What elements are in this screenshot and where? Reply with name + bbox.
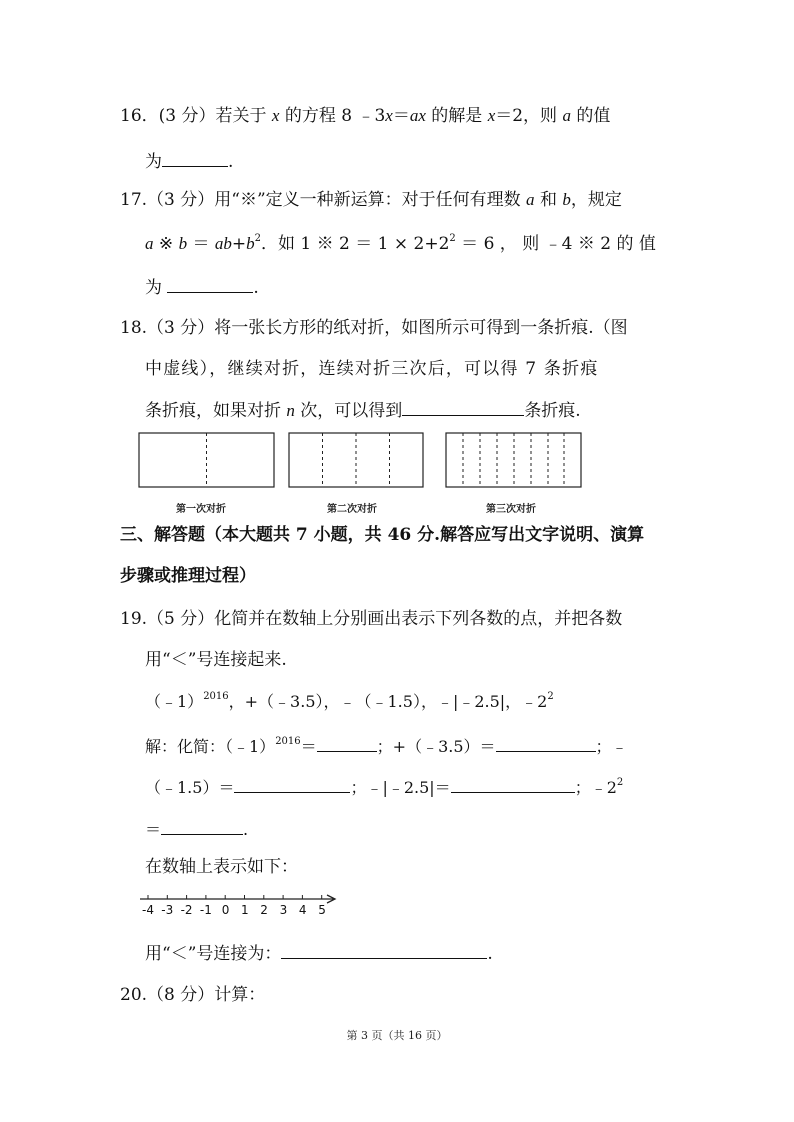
q19-text: . [243, 820, 249, 839]
q17-text: 17.（3 分）用“※”定义一种新运算：对于任何有理数 [120, 190, 527, 210]
q18-text: 次，可以得到 [294, 401, 403, 421]
var-a: a [562, 106, 571, 125]
number-line-label: -1 [199, 903, 212, 917]
q17-text: ．如 1 ※ 2 ＝ 1 × 2+2 [261, 234, 450, 254]
answer-blank-19e[interactable] [161, 816, 243, 835]
q17-text: . [253, 278, 259, 298]
q19-line1: 19.（5 分）化简并在数轴上分别画出表示下列各数的点，并把各数 [120, 609, 623, 629]
exponent: 2 [547, 691, 554, 702]
q19-text: ＝ [300, 737, 317, 756]
answer-blank-18[interactable] [402, 397, 524, 416]
var-b: b [178, 234, 188, 253]
q19-solution-line3 [145, 816, 248, 842]
q19-solution-line2 [145, 774, 623, 800]
q17-text: 和 [534, 190, 563, 210]
q19-solution-line1 [145, 733, 628, 759]
page-footer: 第 3 页（共 16 页） [346, 1029, 448, 1042]
var-ab: ab [214, 234, 232, 253]
q19-text: . [487, 944, 493, 964]
q16-text: 的解是 [425, 106, 488, 126]
q17-line2 [145, 232, 656, 256]
var-a: a [526, 190, 535, 209]
var-b: b [246, 234, 255, 253]
var-x: x [271, 106, 280, 125]
q17-text: ※ [153, 234, 179, 254]
number-line-label: 1 [241, 903, 249, 917]
q19-line2: 用“＜”号连接起来. [145, 650, 287, 670]
q17-line3 [145, 274, 259, 300]
q19-text: ＝ [145, 820, 162, 839]
q19-connect [145, 940, 493, 966]
q19-text: （﹣1.5）＝ [145, 778, 235, 797]
q18-text: 条折痕. [524, 401, 581, 421]
number-line-label: -3 [161, 903, 174, 917]
exponent: 2016 [275, 736, 301, 747]
q19-text: （﹣1） [145, 692, 204, 711]
answer-blank-19f[interactable] [281, 940, 487, 959]
var-ax: ax [409, 106, 426, 125]
q19-axis-intro: 在数轴上表示如下： [145, 857, 298, 877]
answer-blank-16[interactable] [162, 148, 228, 167]
answer-blank-17[interactable] [167, 274, 253, 293]
q16-text: 的方程 8 ﹣3 [279, 106, 386, 126]
fig-label-2: 第二次对折 [327, 504, 377, 515]
q17-text: ＝ 6 ， 则 ﹣4 ※ 2 的 值 [455, 234, 656, 254]
q19-text: ；﹣ [595, 737, 628, 756]
section-heading-cont: 步骤或推理过程） [120, 566, 256, 586]
number-line-label: -4 [142, 903, 154, 917]
folding-figure [138, 432, 583, 490]
number-line-label: 0 [221, 903, 230, 917]
answer-blank-19d[interactable] [451, 774, 575, 793]
q16-line2 [145, 148, 233, 174]
q19-text: ；﹣2 [574, 778, 617, 797]
q18-text: 条折痕，如果对折 [145, 401, 287, 421]
fig-label-3: 第三次对折 [486, 504, 536, 515]
section-heading: 三、解答题（本大题共 7 小题，共 46 分.解答应写出文字说明、演算 [120, 525, 645, 545]
number-line-label: -2 [180, 903, 193, 917]
fig-label-1: 第一次对折 [176, 504, 226, 515]
exponent: 2 [616, 777, 624, 788]
q16-text: . [228, 152, 234, 172]
q20-line1: 20.（8 分）计算： [120, 985, 266, 1005]
answer-blank-19b[interactable] [496, 733, 596, 752]
number-line-label: 2 [260, 903, 268, 917]
q19-text: ；﹣|﹣2.5|＝ [350, 778, 451, 797]
q16-text: 为 [145, 152, 162, 172]
exponent: 2016 [203, 691, 229, 702]
number-line-label: 3 [279, 903, 288, 917]
q17-text: ＝ [187, 234, 215, 254]
q17-text: ，规定 [570, 190, 622, 210]
q18-line3 [145, 397, 581, 423]
q19-text: ，+（﹣3.5），﹣（﹣1.5），﹣|﹣2.5|，﹣2 [228, 692, 548, 711]
var-b: b [562, 190, 571, 209]
q18-line1: 18.（3 分）将一张长方形的纸对折，如图所示可得到一条折痕.（图 [120, 318, 628, 338]
var-n: n [286, 401, 295, 420]
var-x: x [487, 106, 496, 125]
exponent: 2 [254, 233, 261, 244]
answer-blank-19c[interactable] [234, 774, 350, 793]
q16-line1 [120, 104, 610, 128]
q19-text: 用“＜”号连接为： [145, 944, 282, 964]
q17-line1 [120, 188, 622, 212]
q19-text: ；+（﹣3.5）＝ [376, 737, 496, 756]
q18-line2: 中虚线），继续对折，连续对折三次后，可以得 7 条折痕 [145, 359, 599, 379]
q17-text: 为 [145, 278, 168, 298]
var-x: x [385, 106, 393, 125]
q16-text: ＝ [392, 106, 410, 126]
q16-text: 的值 [570, 106, 611, 126]
q16-text: ＝2，则 [495, 106, 563, 126]
answer-blank-19a[interactable] [317, 733, 377, 752]
number-line-label: 5 [318, 903, 326, 917]
number-line-label: 4 [298, 903, 307, 917]
q16-text: 16．(3 分）若关于 [120, 106, 272, 126]
q19-numbers [145, 690, 554, 714]
q17-text: + [231, 234, 247, 254]
var-a: a [145, 234, 154, 253]
q19-text: 解：化简：（﹣1） [145, 737, 276, 756]
exponent: 2 [449, 233, 456, 244]
